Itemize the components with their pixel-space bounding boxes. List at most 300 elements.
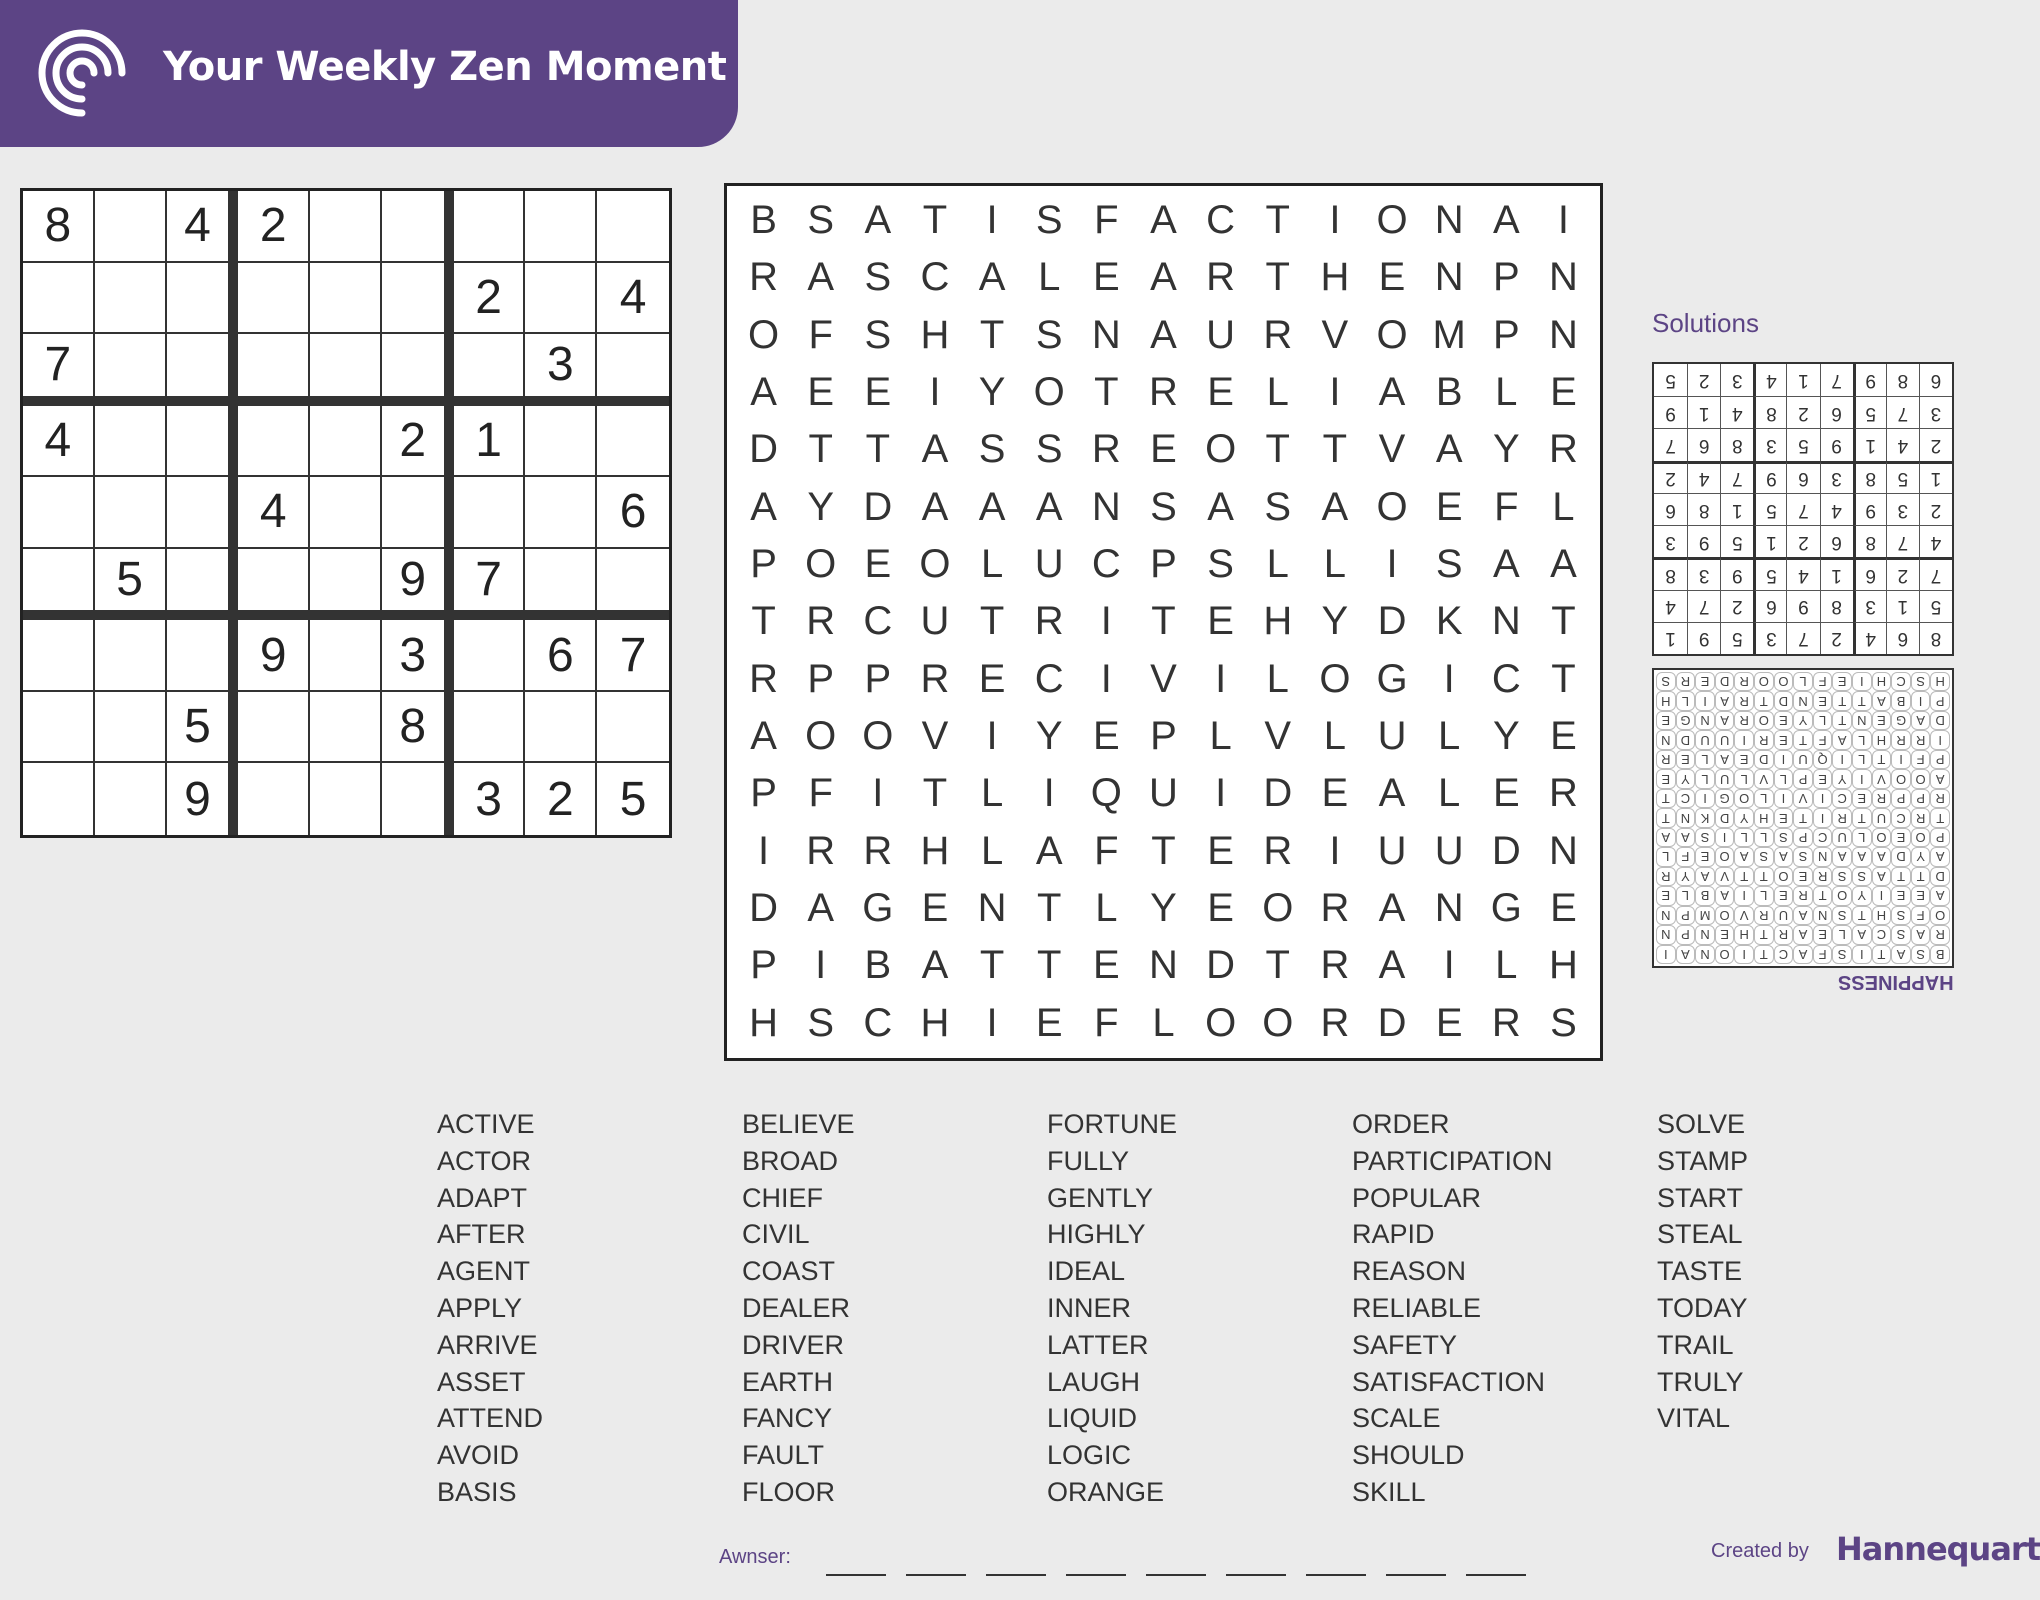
- solution-letter: V: [1715, 867, 1735, 886]
- word-search-letter: E: [1093, 255, 1120, 300]
- word-list-item: RELIABLE: [1352, 1292, 1482, 1323]
- solution-letter: A: [1872, 867, 1892, 886]
- word-search-letter: L: [1266, 370, 1289, 415]
- word-list-item: HIGHLY: [1047, 1219, 1146, 1250]
- solution-sudoku-cell: 6: [1919, 364, 1952, 396]
- solution-letter: T: [1852, 906, 1872, 925]
- solution-letter: U: [1774, 906, 1794, 925]
- answer-blank[interactable]: [1066, 1574, 1126, 1576]
- solution-letter: A: [1872, 847, 1892, 866]
- solutions-title: Solutions: [1652, 308, 1759, 338]
- solution-letter: E: [1774, 730, 1794, 749]
- word-search-letter: E: [1435, 484, 1463, 529]
- solution-sudoku-cell: 3: [1886, 493, 1919, 525]
- solution-sudoku-cell: 7: [1820, 364, 1853, 396]
- solution-letter: T: [1852, 808, 1872, 827]
- word-search-letter: D: [1206, 943, 1236, 988]
- word-search-letter: E: [1207, 599, 1234, 644]
- word-list-item: AGENT: [437, 1256, 531, 1287]
- sudoku-cell: [454, 620, 526, 692]
- solution-letter: R: [1813, 867, 1833, 886]
- solution-letter: F: [1813, 945, 1833, 964]
- solution-sudoku-cell: 3: [1919, 396, 1952, 428]
- word-search-letter: L: [1266, 542, 1289, 587]
- solution-letter: L: [1852, 828, 1872, 847]
- word-search-letter: S: [1035, 427, 1063, 472]
- answer-blank[interactable]: [1386, 1574, 1446, 1576]
- solution-sudoku-cell: 3: [1687, 557, 1720, 589]
- solution-letter: O: [1754, 711, 1774, 730]
- word-search-letter: O: [1319, 656, 1351, 701]
- sudoku-cell: 7: [454, 549, 526, 621]
- sudoku-cell: 5: [95, 549, 167, 621]
- word-list-item: TASTE: [1657, 1256, 1743, 1287]
- solution-letter: R: [1891, 730, 1911, 749]
- solution-letter: L: [1676, 886, 1696, 905]
- solution-letter: E: [1891, 886, 1911, 905]
- sudoku-cell: [23, 263, 95, 335]
- word-search-letter: A: [750, 370, 777, 415]
- solution-letter: E: [1734, 750, 1754, 769]
- solution-letter: Y: [1793, 711, 1813, 730]
- solution-letter: A: [1715, 711, 1735, 730]
- solution-letter: N: [1695, 945, 1715, 964]
- solution-letter: E: [1911, 886, 1931, 905]
- solution-letter: A: [1911, 925, 1931, 944]
- sudoku-cell: [382, 477, 454, 549]
- word-search-letter: P: [750, 542, 777, 587]
- solution-letter: H: [1930, 672, 1950, 691]
- sudoku-cell: [525, 692, 597, 764]
- word-search-letter: R: [806, 599, 836, 644]
- solution-letter: P: [1930, 750, 1950, 769]
- solution-sudoku-cell: 4: [1786, 557, 1819, 589]
- answer-blank[interactable]: [1146, 1574, 1206, 1576]
- word-search-letter: I: [1329, 828, 1341, 873]
- sudoku-grid: [20, 188, 672, 838]
- word-list-item: SKILL: [1352, 1476, 1426, 1507]
- solution-letter: E: [1832, 672, 1852, 691]
- word-search-letter: E: [921, 886, 949, 931]
- solution-letter: E: [1813, 925, 1833, 944]
- hidden-word-answer: HAPPINESS: [1838, 971, 1954, 993]
- solution-letter: A: [1676, 945, 1696, 964]
- word-search-letter: O: [748, 312, 780, 357]
- word-search-letter: T: [1151, 599, 1176, 644]
- solution-letter: N: [1852, 711, 1872, 730]
- solution-sudoku-cell: 3: [1720, 364, 1753, 396]
- solution-letter: Y: [1911, 847, 1931, 866]
- word-search-letter: I: [1443, 656, 1455, 701]
- solution-letter: T: [1813, 886, 1833, 905]
- solution-letter: L: [1695, 769, 1715, 788]
- word-search-letter: H: [1263, 599, 1293, 644]
- solution-letter: T: [1656, 789, 1676, 808]
- word-search-letter: C: [863, 599, 893, 644]
- solution-sudoku-cell: 2: [1919, 493, 1952, 525]
- word-list-item: INNER: [1047, 1292, 1132, 1323]
- word-search-letter: F: [1094, 198, 1119, 243]
- sudoku-cell: 5: [167, 692, 239, 764]
- solution-sudoku-cell: 1: [1720, 493, 1753, 525]
- solution-letter: O: [1715, 945, 1735, 964]
- solution-letter: I: [1813, 808, 1833, 827]
- word-search-letter: O: [1205, 1000, 1237, 1045]
- solution-sudoku-cell: 9: [1654, 396, 1687, 428]
- word-search-letter: P: [750, 771, 777, 816]
- solution-letter: I: [1695, 789, 1715, 808]
- solution-letter: S: [1774, 828, 1794, 847]
- sudoku-cell: [95, 763, 167, 835]
- word-search-letter: E: [1321, 771, 1349, 816]
- answer-blank[interactable]: [826, 1574, 886, 1576]
- word-search-letter: O: [1205, 427, 1237, 472]
- word-search-letter: O: [1376, 198, 1408, 243]
- solution-letter: I: [1734, 730, 1754, 749]
- solution-letter: I: [1852, 945, 1872, 964]
- solution-letter: A: [1793, 945, 1813, 964]
- solution-sudoku-cell: 6: [1654, 493, 1687, 525]
- word-search-letter: H: [920, 1000, 950, 1045]
- solution-letter: S: [1754, 847, 1774, 866]
- word-search-letter: E: [1150, 427, 1177, 472]
- word-list-column-5: [1657, 1106, 1917, 1437]
- solution-sudoku-cell: 6: [1820, 396, 1853, 428]
- sudoku-cell: 9: [382, 549, 454, 621]
- sudoku-cell: [238, 549, 310, 621]
- word-search-letter: I: [1329, 198, 1341, 243]
- solution-sudoku-cell: 5: [1720, 525, 1753, 557]
- solution-letter: A: [1930, 847, 1950, 866]
- sudoku-cell: [310, 620, 382, 692]
- word-search-letter: M: [1432, 312, 1466, 357]
- solution-letter: A: [1911, 711, 1931, 730]
- solution-letter: L: [1774, 769, 1794, 788]
- word-search-letter: P: [750, 943, 777, 988]
- word-search-letter: E: [864, 542, 892, 587]
- word-search-letter: L: [1552, 484, 1575, 529]
- word-list-column-1: [437, 1106, 697, 1511]
- solution-sudoku-cell: 7: [1687, 590, 1720, 622]
- solution-sudoku-cell: 2: [1886, 557, 1919, 589]
- sudoku-cell: [310, 549, 382, 621]
- word-search-letter: R: [863, 828, 893, 873]
- sudoku-cell: 7: [23, 334, 95, 406]
- sudoku-cell: [525, 406, 597, 478]
- solution-letter: S: [1793, 847, 1813, 866]
- word-search-letter: R: [1320, 1000, 1350, 1045]
- solution-letter: P: [1891, 789, 1911, 808]
- solution-letter: T: [1930, 808, 1950, 827]
- word-search-letter: E: [807, 370, 835, 415]
- sudoku-cell: [95, 406, 167, 478]
- solution-letter: T: [1832, 711, 1852, 730]
- word-search-letter: H: [749, 1000, 778, 1045]
- word-search-letter: I: [1329, 370, 1341, 415]
- word-search-letter: C: [1091, 542, 1121, 587]
- solution-letter: T: [1872, 945, 1892, 964]
- solution-sudoku-cell: 7: [1886, 525, 1919, 557]
- word-search-letter: E: [1550, 714, 1577, 759]
- word-search-letter: T: [1265, 943, 1290, 988]
- solution-letter: I: [1852, 672, 1872, 691]
- word-search-letter: N: [1548, 828, 1578, 873]
- answer-blank[interactable]: [1466, 1574, 1526, 1576]
- sudoku-cell: 3: [454, 763, 526, 835]
- word-search-letter: C: [920, 255, 950, 300]
- solution-letter: N: [1695, 711, 1715, 730]
- sudoku-cell: 4: [167, 191, 239, 263]
- answer-blank[interactable]: [986, 1574, 1046, 1576]
- solution-sudoku-cell: 8: [1654, 557, 1687, 589]
- solution-letter: O: [1715, 906, 1735, 925]
- sudoku-cell: 4: [238, 477, 310, 549]
- word-search-letter: R: [749, 656, 778, 701]
- solution-letter: A: [1852, 847, 1872, 866]
- solution-letter: A: [1676, 828, 1696, 847]
- page-title: Your Weekly Zen Moment: [163, 44, 727, 90]
- word-search-letter: O: [862, 714, 894, 759]
- solution-sudoku-cell: 8: [1853, 525, 1886, 557]
- word-search-letter: A: [978, 255, 1006, 300]
- word-list-item: SHOULD: [1352, 1440, 1465, 1471]
- solution-sudoku-cell: 5: [1786, 428, 1819, 460]
- word-search-letter: R: [806, 828, 836, 873]
- word-search-letter: T: [1265, 427, 1290, 472]
- word-search-letter: G: [1376, 656, 1408, 701]
- word-list-item: AFTER: [437, 1219, 526, 1250]
- word-search-letter: N: [1149, 943, 1178, 988]
- solution-letter: I: [1734, 886, 1754, 905]
- solution-letter: O: [1891, 769, 1911, 788]
- word-search-letter: I: [872, 771, 884, 816]
- sudoku-cell: [95, 263, 167, 335]
- solution-letter: I: [1734, 945, 1754, 964]
- solution-sudoku-cell: 9: [1786, 590, 1819, 622]
- word-search-letter: A: [750, 484, 777, 529]
- word-search-letter: Y: [978, 370, 1006, 415]
- solution-letter: T: [1891, 867, 1911, 886]
- word-search-letter: O: [1262, 1000, 1294, 1045]
- solution-sudoku-cell: 5: [1665, 370, 1676, 392]
- sudoku-cell: [525, 549, 597, 621]
- solution-letter: T: [1793, 808, 1813, 827]
- solution-sudoku-cell: 7: [1786, 622, 1819, 654]
- word-list-item: ORANGE: [1047, 1476, 1165, 1507]
- word-search-letter: K: [1435, 599, 1463, 644]
- solution-sudoku-cell: 3: [1853, 590, 1886, 622]
- solution-sudoku-cell: 2: [1654, 461, 1687, 493]
- solution-letter: K: [1695, 808, 1715, 827]
- solution-letter: R: [1930, 925, 1950, 944]
- solution-letter: I: [1872, 886, 1892, 905]
- solution-letter: O: [1774, 867, 1794, 886]
- word-search-letter: P: [807, 656, 835, 701]
- solution-letter: E: [1813, 769, 1833, 788]
- word-search-letter: G: [862, 886, 894, 931]
- word-list-item: COAST: [742, 1256, 836, 1287]
- solution-letter: L: [1695, 750, 1715, 769]
- solution-letter: L: [1754, 789, 1774, 808]
- solution-sudoku-cell: 4: [1753, 364, 1786, 396]
- sudoku-cell: [238, 763, 310, 835]
- solution-sudoku-cell: 6: [1786, 461, 1819, 493]
- answer-blank[interactable]: [906, 1574, 966, 1576]
- solution-letter: D: [1715, 808, 1735, 827]
- word-search-letter: E: [1207, 828, 1234, 873]
- word-search-letter: V: [1150, 656, 1177, 701]
- word-list-item: FULLY: [1047, 1145, 1130, 1176]
- word-list-item: TODAY: [1657, 1292, 1748, 1323]
- sudoku-cell: [597, 406, 669, 478]
- solution-sudoku-cell: 7: [1654, 428, 1687, 460]
- solution-letter: H: [1656, 691, 1676, 710]
- sudoku-cell: [95, 477, 167, 549]
- solution-letter: I: [1891, 750, 1911, 769]
- solution-letter: R: [1911, 730, 1931, 749]
- word-search-letter: F: [808, 312, 833, 357]
- sudoku-cell: [238, 334, 310, 406]
- word-search-letter: Y: [1492, 427, 1520, 472]
- solution-sudoku-cell: 5: [1886, 461, 1919, 493]
- solution-letter: V: [1793, 789, 1813, 808]
- word-search-letter: L: [1038, 255, 1061, 300]
- word-search-letter: G: [1490, 886, 1522, 931]
- solution-letter: N: [1793, 691, 1813, 710]
- solution-sudoku-cell: 2: [1687, 364, 1720, 396]
- word-search-letter: A: [921, 943, 949, 988]
- solution-letter: D: [1891, 847, 1911, 866]
- word-search-letter: Y: [1150, 886, 1177, 931]
- solution-letter: S: [1911, 672, 1931, 691]
- solution-letter: E: [1872, 711, 1892, 730]
- word-search-letter: O: [1262, 886, 1294, 931]
- word-search-letter: A: [1492, 198, 1520, 243]
- solution-letter: R: [1754, 906, 1774, 925]
- solution-letter: N: [1676, 808, 1696, 827]
- word-search-letter: L: [980, 828, 1004, 873]
- word-list-column-2: [742, 1106, 1002, 1511]
- word-list-item: STEAL: [1657, 1219, 1743, 1250]
- solution-letter: V: [1872, 769, 1892, 788]
- solution-sudoku-cell: 4: [1919, 525, 1952, 557]
- sudoku-cell: 6: [525, 620, 597, 692]
- solution-sudoku-cell: 9: [1753, 461, 1786, 493]
- solution-letter: A: [1930, 769, 1950, 788]
- solution-sudoku-cell: 1: [1786, 364, 1819, 396]
- word-search-letter: T: [1551, 656, 1576, 701]
- word-search-letter: C: [1034, 656, 1064, 701]
- word-search-letter: T: [1265, 198, 1290, 243]
- word-search-letter: A: [1207, 484, 1234, 529]
- word-search-letter: V: [1378, 427, 1406, 472]
- word-search-letter: A: [807, 255, 835, 300]
- solution-letter: I: [1656, 945, 1676, 964]
- word-search-letter: R: [1263, 312, 1293, 357]
- solution-sudoku-cell: 9: [1687, 525, 1720, 557]
- word-search-letter: E: [1492, 771, 1520, 816]
- solution-letter: R: [1656, 750, 1676, 769]
- word-search-letter: P: [1492, 255, 1520, 300]
- word-list-item: FAULT: [742, 1440, 825, 1471]
- solution-letter: I: [1774, 789, 1794, 808]
- solution-sudoku-cell: 4: [1687, 461, 1720, 493]
- solution-sudoku-cell: 4: [1853, 622, 1886, 654]
- solution-letter: C: [1891, 808, 1911, 827]
- solution-letter: I: [1813, 789, 1833, 808]
- solution-sudoku-cell: 5: [1853, 396, 1886, 428]
- solution-sudoku-cell: 5: [1753, 557, 1786, 589]
- header-banner: [0, 0, 738, 147]
- word-list-item: SATISFACTION: [1352, 1366, 1546, 1397]
- sudoku-cell: [310, 334, 382, 406]
- word-search-letter: A: [921, 484, 949, 529]
- solution-letter: B: [1930, 945, 1950, 964]
- sudoku-cell: [382, 191, 454, 263]
- sudoku-cell: [167, 263, 239, 335]
- sudoku-cell: 5: [619, 772, 647, 826]
- solution-letter: E: [1793, 867, 1813, 886]
- solution-sudoku-cell: 5: [1720, 622, 1753, 654]
- solution-sudoku-cell: 6: [1820, 525, 1853, 557]
- solution-letter: H: [1734, 925, 1754, 944]
- solution-sudoku-cell: 2: [1786, 396, 1819, 428]
- word-search-letter: P: [1150, 714, 1177, 759]
- solution-letter: A: [1715, 886, 1735, 905]
- solution-sudoku-cell: 6: [1687, 428, 1720, 460]
- word-search-letter: F: [1494, 484, 1519, 529]
- sudoku-cell: [454, 692, 526, 764]
- solution-letter: R: [1734, 672, 1754, 691]
- answer-blank[interactable]: [1226, 1574, 1286, 1576]
- sudoku-cell: [23, 549, 95, 621]
- solution-letter: P: [1793, 769, 1813, 788]
- word-search-letter: R: [1034, 599, 1064, 644]
- word-search-letter: A: [1035, 484, 1063, 529]
- word-search-letter: A: [1435, 427, 1463, 472]
- solution-letter: O: [1911, 828, 1931, 847]
- solution-letter: O: [1754, 672, 1774, 691]
- word-search-letter: A: [1321, 484, 1349, 529]
- word-search-letter: E: [1207, 370, 1234, 415]
- word-search-letter: H: [920, 312, 950, 357]
- solution-sudoku-cell: 5: [1919, 590, 1952, 622]
- sudoku-cell: [167, 549, 239, 621]
- word-search-letter: H: [1320, 255, 1350, 300]
- solution-sudoku-cell: 7: [1720, 461, 1753, 493]
- solution-letter: L: [1656, 847, 1676, 866]
- word-search-letter: R: [1149, 370, 1178, 415]
- word-search-letter: L: [1495, 370, 1518, 415]
- solution-letter: D: [1754, 750, 1774, 769]
- word-search-letter: V: [921, 714, 949, 759]
- solution-letter: N: [1813, 847, 1833, 866]
- solution-letter: H: [1872, 906, 1892, 925]
- solution-letter: A: [1656, 828, 1676, 847]
- sudoku-cell: [238, 263, 310, 335]
- sudoku-cell: [238, 406, 310, 478]
- word-search-letter: L: [1495, 943, 1518, 988]
- solution-letter: L: [1676, 691, 1696, 710]
- solution-letter: C: [1774, 945, 1794, 964]
- word-search-letter: E: [1550, 370, 1577, 415]
- solution-sudoku-cell: 4: [1654, 590, 1687, 622]
- word-list-item: PARTICIPATION: [1352, 1145, 1553, 1176]
- sudoku-cell: 2: [454, 263, 526, 335]
- word-list-item: VITAL: [1657, 1403, 1731, 1434]
- sudoku-cell: 8: [382, 692, 454, 764]
- answer-blank[interactable]: [1306, 1574, 1366, 1576]
